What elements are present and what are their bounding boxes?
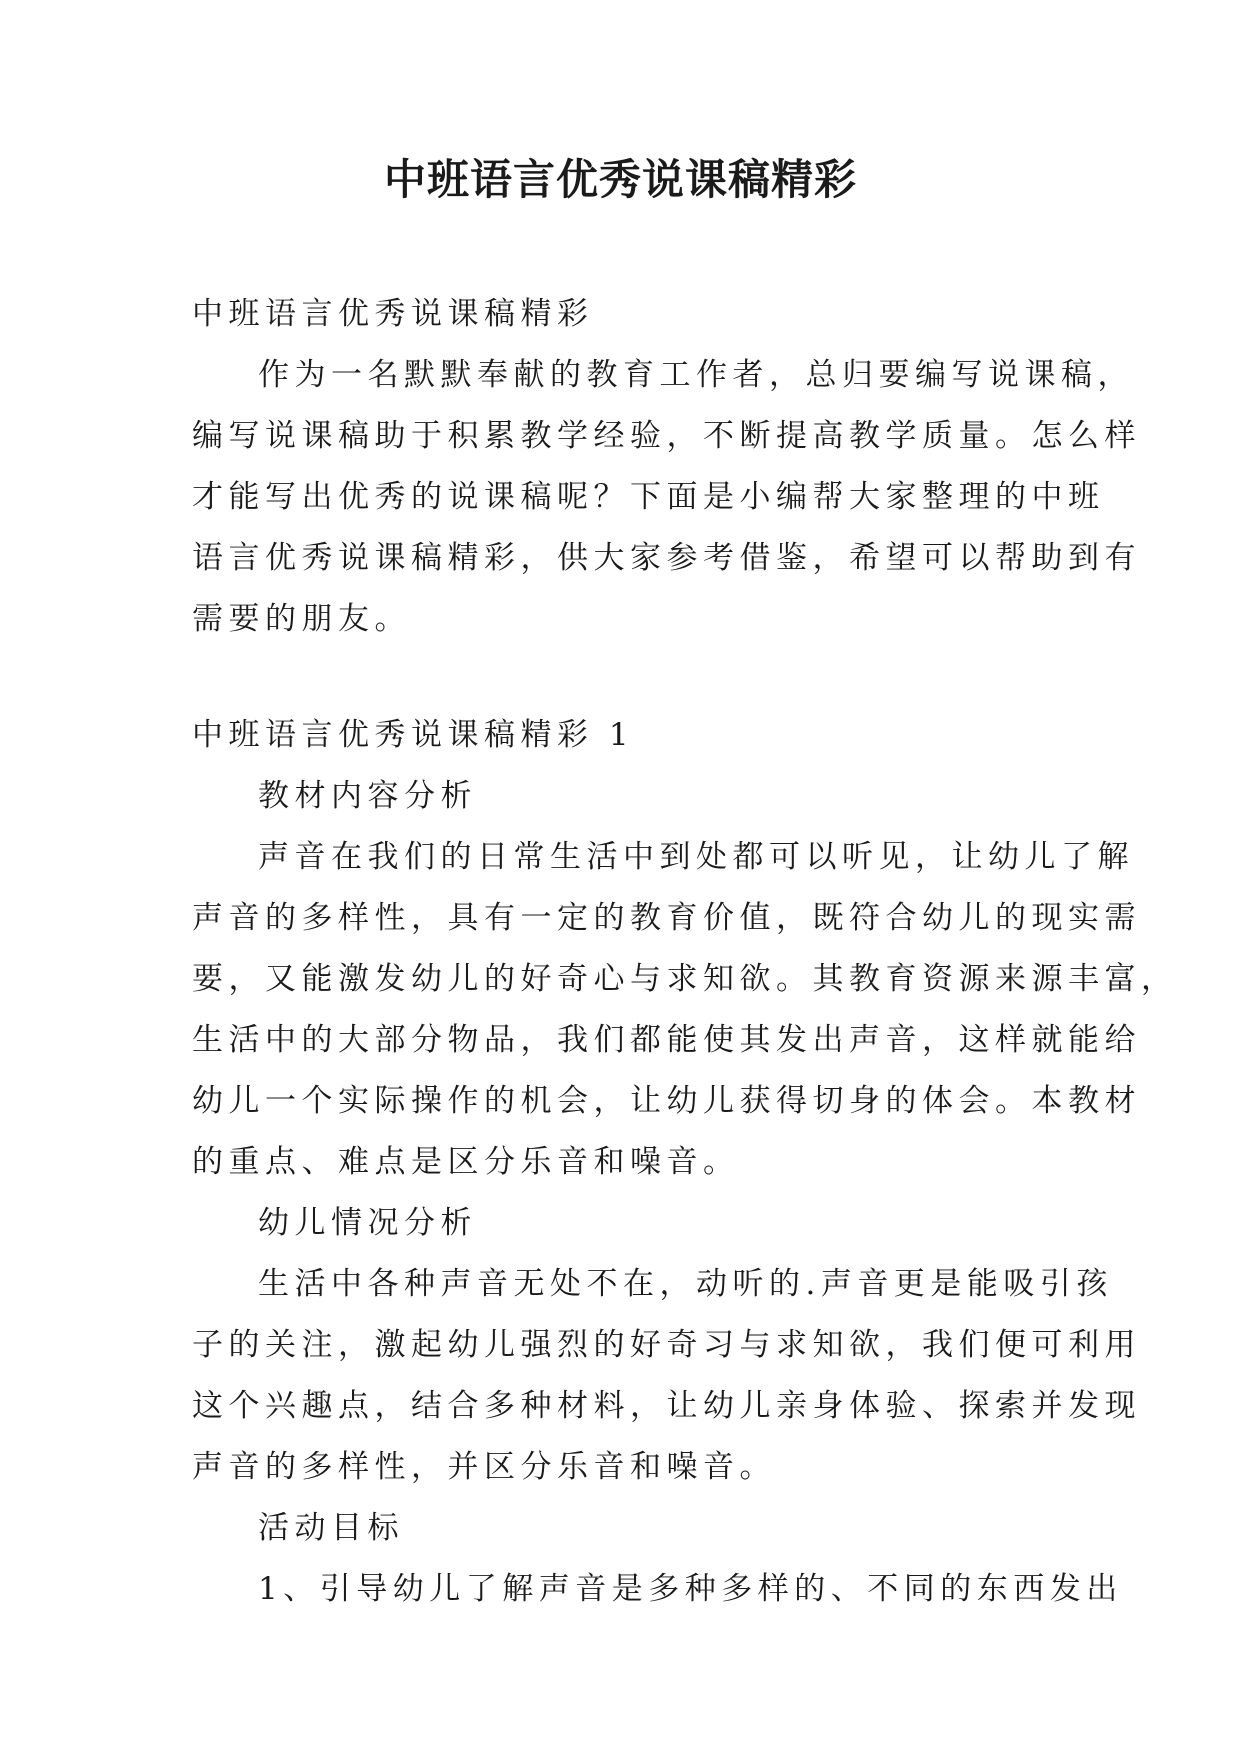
document-title: 中班语言优秀说课稿精彩 bbox=[383, 155, 857, 204]
paragraph-line: 需要的朋友。 bbox=[192, 601, 411, 637]
paragraph-line: 的重点、难点是区分乐音和噪音。 bbox=[192, 1144, 740, 1180]
paragraph-line: 幼儿一个实际操作的机会，让幼儿获得切身的体会。本教材 bbox=[192, 1083, 1141, 1119]
paragraph-line: 生活中各种声音无处不在，动听的.声音更是能吸引孩 bbox=[258, 1266, 1113, 1302]
paragraph-line: 生活中的大部分物品，我们都能使其发出声音，这样就能给 bbox=[192, 1022, 1141, 1058]
paragraph-line: 要，又能激发幼儿的好奇心与求知欲。其教育资源来源丰富， bbox=[192, 961, 1178, 997]
document-body bbox=[192, 284, 1178, 1620]
material-analysis-paragraph bbox=[192, 827, 1178, 1193]
section-heading: 中班语言优秀说课稿精彩 1 bbox=[192, 717, 635, 753]
paragraph-line: 子的关注，激起幼儿强烈的好奇习与求知欲，我们便可利用 bbox=[192, 1327, 1141, 1363]
subheading-children-analysis: 幼儿情况分析 bbox=[258, 1205, 477, 1241]
intro-paragraph bbox=[192, 345, 1141, 650]
subheading-activity-goals: 活动目标 bbox=[258, 1510, 404, 1546]
paragraph-line: 声音的多样性，具有一定的教育价值，既符合幼儿的现实需 bbox=[192, 900, 1141, 936]
activity-goals-paragraph bbox=[192, 1559, 1123, 1620]
paragraph-line: 才能写出优秀的说课稿呢？下面是小编帮大家整理的中班 bbox=[192, 479, 1105, 515]
paragraph-line: 1、引导幼儿了解声音是多种多样的、不同的东西发出 bbox=[258, 1571, 1123, 1607]
paragraph-line: 作为一名默默奉献的教育工作者，总归要编写说课稿， bbox=[258, 357, 1134, 393]
paragraph-line: 声音的多样性，并区分乐音和噪音。 bbox=[192, 1449, 776, 1485]
children-analysis-paragraph bbox=[192, 1254, 1141, 1498]
section-spacer bbox=[192, 650, 1052, 705]
paragraph-line: 声音在我们的日常生活中到处都可以听见，让幼儿了解 bbox=[258, 839, 1134, 875]
paragraph-line: 这个兴趣点，结合多种材料，让幼儿亲身体验、探索并发现 bbox=[192, 1388, 1141, 1424]
subheading-material-analysis: 教材内容分析 bbox=[258, 778, 477, 814]
document-subtitle: 中班语言优秀说课稿精彩 bbox=[192, 296, 594, 332]
paragraph-line: 语言优秀说课稿精彩，供大家参考借鉴，希望可以帮助到有 bbox=[192, 540, 1141, 576]
paragraph-line: 编写说课稿助于积累教学经验，不断提高教学质量。怎么样 bbox=[192, 418, 1141, 454]
